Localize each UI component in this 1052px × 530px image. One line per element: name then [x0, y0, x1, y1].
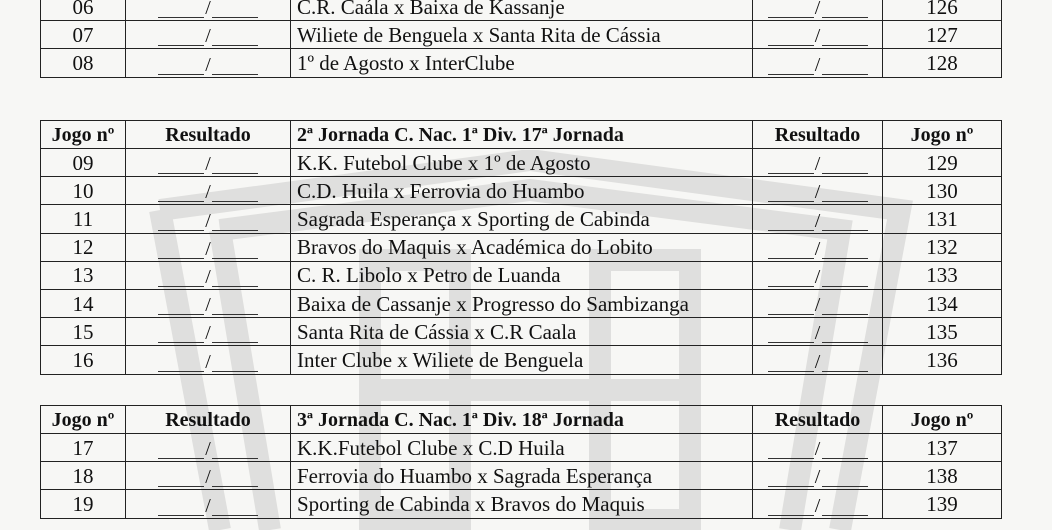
game-number-2: 136	[883, 346, 1002, 374]
result-separator: /	[205, 438, 211, 461]
table-row	[41, 434, 1002, 462]
game-number: 12	[41, 233, 126, 261]
result-blank[interactable]	[158, 0, 258, 20]
result-separator: /	[205, 153, 211, 176]
game-number-2: 130	[883, 177, 1002, 205]
result-away-line	[822, 45, 868, 46]
result-separator: /	[205, 53, 211, 76]
result-blank[interactable]	[158, 494, 258, 518]
result-home-line	[768, 45, 814, 46]
round-title: 3ª Jornada C. Nac. 1ª Div. 18ª Jornada	[291, 406, 753, 434]
result-home-line	[768, 173, 814, 174]
result-away-line	[822, 173, 868, 174]
result-blank[interactable]	[768, 237, 868, 261]
col-header-result: Resultado	[126, 406, 291, 434]
game-number-2: 131	[883, 205, 1002, 233]
result-cell[interactable]	[126, 49, 291, 77]
result-blank[interactable]	[768, 209, 868, 233]
game-number: 13	[41, 261, 126, 289]
result-cell[interactable]	[126, 318, 291, 346]
result-home-line	[768, 314, 814, 315]
result-cell[interactable]	[126, 261, 291, 289]
game-number: 06	[41, 0, 126, 21]
game-number-2: 135	[883, 318, 1002, 346]
game-number-2: 133	[883, 261, 1002, 289]
result-cell-2[interactable]	[753, 434, 883, 462]
game-number-2: 137	[883, 434, 1002, 462]
col-header-game-number-2: Jogo nº	[883, 121, 1002, 149]
result-home-line	[768, 486, 814, 487]
result-separator: /	[814, 265, 821, 288]
game-number-2: 129	[883, 149, 1002, 177]
match-name: K.K.Futebol Clube x C.D Huila	[291, 434, 753, 462]
result-blank[interactable]	[158, 265, 258, 289]
result-blank[interactable]	[768, 321, 868, 345]
table-row	[41, 49, 1002, 77]
result-blank[interactable]	[158, 350, 258, 374]
result-blank[interactable]	[158, 180, 258, 204]
round-title: 2ª Jornada C. Nac. 1ª Div. 17ª Jornada	[291, 121, 753, 149]
game-number: 19	[41, 490, 126, 518]
result-home-line	[768, 230, 814, 231]
game-number-2: 139	[883, 490, 1002, 518]
table-row	[41, 177, 1002, 205]
result-separator: /	[814, 237, 821, 260]
result-blank[interactable]	[768, 437, 868, 461]
result-home-line	[158, 286, 204, 287]
result-separator: /	[814, 350, 821, 373]
game-number: 10	[41, 177, 126, 205]
result-blank[interactable]	[768, 0, 868, 20]
result-separator: /	[205, 25, 211, 48]
result-away-line	[212, 230, 258, 231]
result-home-line	[768, 286, 814, 287]
match-name: Wiliete de Benguela x Santa Rita de Cássia	[291, 21, 753, 49]
game-number-2: 127	[883, 21, 1002, 49]
result-away-line	[822, 258, 868, 259]
result-blank[interactable]	[158, 209, 258, 233]
result-cell-2[interactable]	[753, 346, 883, 374]
result-home-line	[158, 45, 204, 46]
result-separator: /	[814, 25, 821, 48]
result-home-line	[158, 230, 204, 231]
result-cell[interactable]	[126, 346, 291, 374]
match-name: C. R. Libolo x Petro de Luanda	[291, 261, 753, 289]
col-header-result: Resultado	[126, 121, 291, 149]
result-away-line	[212, 17, 258, 18]
result-home-line	[768, 258, 814, 259]
match-name: Ferrovia do Huambo x Sagrada Esperança	[291, 462, 753, 490]
result-cell[interactable]	[126, 462, 291, 490]
result-home-line	[768, 74, 814, 75]
result-away-line	[212, 314, 258, 315]
match-name: Bravos do Maquis x Académica do Lobito	[291, 233, 753, 261]
result-cell-2[interactable]	[753, 462, 883, 490]
game-number: 11	[41, 205, 126, 233]
result-away-line	[822, 230, 868, 231]
result-blank[interactable]	[158, 24, 258, 48]
col-header-game-number-2: Jogo nº	[883, 406, 1002, 434]
col-header-game-number: Jogo nº	[41, 121, 126, 149]
result-separator: /	[205, 350, 211, 373]
game-number-2: 128	[883, 49, 1002, 77]
result-away-line	[822, 371, 868, 372]
result-separator: /	[205, 494, 211, 517]
result-blank[interactable]	[158, 152, 258, 176]
result-away-line	[822, 458, 868, 459]
result-away-line	[212, 45, 258, 46]
game-number: 18	[41, 462, 126, 490]
game-number-2: 126	[883, 0, 1002, 21]
result-separator: /	[814, 53, 821, 76]
result-away-line	[212, 258, 258, 259]
match-name: Santa Rita de Cássia x C.R Caala	[291, 318, 753, 346]
result-blank[interactable]	[158, 321, 258, 345]
game-number: 17	[41, 434, 126, 462]
result-home-line	[158, 258, 204, 259]
result-separator: /	[814, 181, 821, 204]
result-separator: /	[205, 0, 211, 20]
result-home-line	[768, 201, 814, 202]
result-home-line	[768, 458, 814, 459]
result-cell[interactable]	[126, 177, 291, 205]
result-away-line	[212, 201, 258, 202]
result-home-line	[158, 342, 204, 343]
result-cell-2[interactable]	[753, 49, 883, 77]
match-name: Baixa de Cassanje x Progresso do Sambizanga	[291, 289, 753, 317]
result-blank[interactable]	[158, 437, 258, 461]
result-cell-2[interactable]	[753, 233, 883, 261]
result-home-line	[158, 515, 204, 516]
result-cell-2[interactable]	[753, 490, 883, 518]
match-name: C.D. Huila x Ferrovia do Huambo	[291, 177, 753, 205]
table-row	[41, 21, 1002, 49]
result-away-line	[822, 201, 868, 202]
result-cell-2[interactable]	[753, 318, 883, 346]
result-separator: /	[814, 322, 821, 345]
game-number: 09	[41, 149, 126, 177]
result-blank[interactable]	[768, 180, 868, 204]
result-blank[interactable]	[768, 265, 868, 289]
table-row	[41, 346, 1002, 374]
table-row	[41, 289, 1002, 317]
table-row	[41, 233, 1002, 261]
result-away-line	[822, 342, 868, 343]
game-number-2: 132	[883, 233, 1002, 261]
game-number-2: 134	[883, 289, 1002, 317]
result-cell-2[interactable]	[753, 149, 883, 177]
result-away-line	[212, 371, 258, 372]
match-name: Inter Clube x Wiliete de Benguela	[291, 346, 753, 374]
header-row	[41, 406, 1002, 434]
result-away-line	[212, 515, 258, 516]
result-blank[interactable]	[768, 152, 868, 176]
result-away-line	[822, 286, 868, 287]
fixtures-table-jornada-2	[40, 120, 1002, 375]
fixtures-table-jornada-1	[40, 0, 1002, 78]
result-cell-2[interactable]	[753, 0, 883, 21]
result-blank[interactable]	[768, 53, 868, 77]
result-blank[interactable]	[768, 350, 868, 374]
result-blank[interactable]	[768, 465, 868, 489]
game-number: 07	[41, 21, 126, 49]
result-cell-2[interactable]	[753, 21, 883, 49]
result-cell-2[interactable]	[753, 289, 883, 317]
result-cell[interactable]	[126, 289, 291, 317]
table-row	[41, 0, 1002, 21]
game-number: 08	[41, 49, 126, 77]
result-away-line	[822, 515, 868, 516]
result-cell[interactable]	[126, 149, 291, 177]
result-away-line	[212, 458, 258, 459]
result-away-line	[822, 74, 868, 75]
result-separator: /	[205, 294, 211, 317]
result-cell-2[interactable]	[753, 177, 883, 205]
match-name: K.K. Futebol Clube x 1º de Agosto	[291, 149, 753, 177]
header-row	[41, 121, 1002, 149]
result-blank[interactable]	[768, 293, 868, 317]
result-home-line	[158, 314, 204, 315]
result-away-line	[212, 173, 258, 174]
result-away-line	[212, 342, 258, 343]
result-home-line	[768, 17, 814, 18]
table-row	[41, 490, 1002, 518]
result-home-line	[158, 173, 204, 174]
result-away-line	[822, 17, 868, 18]
match-name: 1º de Agosto x InterClube	[291, 49, 753, 77]
result-home-line	[158, 486, 204, 487]
result-separator: /	[205, 322, 211, 345]
result-separator: /	[814, 494, 821, 517]
result-cell-2[interactable]	[753, 205, 883, 233]
result-separator: /	[814, 294, 821, 317]
match-name: Sporting de Cabinda x Bravos do Maquis	[291, 490, 753, 518]
col-header-game-number: Jogo nº	[41, 406, 126, 434]
result-separator: /	[814, 209, 821, 232]
result-cell[interactable]	[126, 205, 291, 233]
result-separator: /	[205, 209, 211, 232]
result-away-line	[212, 74, 258, 75]
result-cell[interactable]	[126, 490, 291, 518]
game-number: 14	[41, 289, 126, 317]
result-away-line	[822, 486, 868, 487]
result-blank[interactable]	[158, 293, 258, 317]
result-home-line	[768, 342, 814, 343]
result-cell[interactable]	[126, 233, 291, 261]
result-away-line	[822, 314, 868, 315]
result-separator: /	[814, 153, 821, 176]
match-name: C.R. Caála x Baixa de Kassanje	[291, 0, 753, 21]
result-blank[interactable]	[158, 53, 258, 77]
result-away-line	[212, 286, 258, 287]
match-name: Sagrada Esperança x Sporting de Cabinda	[291, 205, 753, 233]
table-row	[41, 318, 1002, 346]
result-home-line	[768, 515, 814, 516]
table-row	[41, 261, 1002, 289]
result-separator: /	[814, 0, 821, 20]
result-cell[interactable]	[126, 434, 291, 462]
result-home-line	[158, 371, 204, 372]
game-number-2: 138	[883, 462, 1002, 490]
table-row	[41, 149, 1002, 177]
result-separator: /	[205, 237, 211, 260]
result-home-line	[158, 17, 204, 18]
result-separator: /	[205, 265, 211, 288]
result-home-line	[158, 458, 204, 459]
result-blank[interactable]	[158, 465, 258, 489]
result-home-line	[158, 201, 204, 202]
col-header-result-2: Resultado	[753, 406, 883, 434]
result-blank[interactable]	[158, 237, 258, 261]
result-home-line	[158, 74, 204, 75]
table-row	[41, 462, 1002, 490]
result-cell[interactable]	[126, 0, 291, 21]
result-separator: /	[814, 438, 821, 461]
table-row	[41, 205, 1002, 233]
result-separator: /	[205, 181, 211, 204]
fixtures-table-jornada-3	[40, 405, 1002, 519]
col-header-result-2: Resultado	[753, 121, 883, 149]
result-separator: /	[814, 466, 821, 489]
result-away-line	[212, 486, 258, 487]
result-blank[interactable]	[768, 24, 868, 48]
result-cell-2[interactable]	[753, 261, 883, 289]
result-home-line	[768, 371, 814, 372]
game-number: 16	[41, 346, 126, 374]
game-number: 15	[41, 318, 126, 346]
result-blank[interactable]	[768, 494, 868, 518]
result-separator: /	[205, 466, 211, 489]
result-cell[interactable]	[126, 21, 291, 49]
